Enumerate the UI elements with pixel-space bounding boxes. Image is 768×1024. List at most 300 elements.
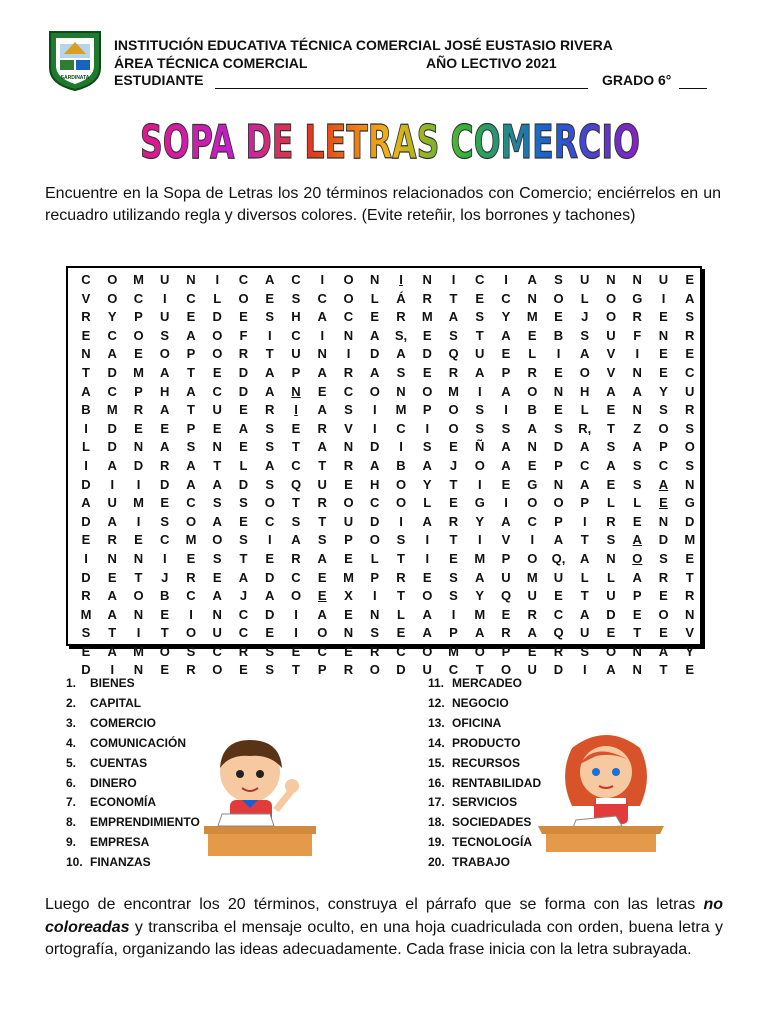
grid-letter[interactable]: E <box>527 327 537 343</box>
grid-letter[interactable]: G <box>527 476 538 492</box>
grid-letter[interactable]: C <box>685 364 695 380</box>
grid-letter[interactable]: T <box>187 364 195 380</box>
grid-letter[interactable]: O <box>159 346 170 362</box>
grid-letter[interactable]: P <box>291 364 301 380</box>
grid-letter[interactable]: I <box>635 346 640 362</box>
grid-letter[interactable]: A <box>422 606 432 622</box>
grid-letter[interactable]: A <box>81 383 91 399</box>
grid-letter[interactable]: B <box>396 457 406 473</box>
grid-letter[interactable]: O <box>605 309 617 325</box>
grid-letter[interactable]: R <box>685 327 695 343</box>
grid-letter[interactable]: T <box>397 550 405 566</box>
grid-letter[interactable]: O <box>264 495 275 511</box>
grid-letter[interactable]: A <box>632 439 642 455</box>
grid-letter[interactable]: J <box>581 309 589 325</box>
grid-letter[interactable]: A <box>396 346 406 362</box>
grid-letter[interactable]: A <box>186 383 196 399</box>
grid-letter[interactable]: C <box>396 643 406 659</box>
grid-letter[interactable]: O <box>448 402 459 418</box>
grid-letter[interactable]: I <box>136 625 141 641</box>
grid-letter[interactable]: A <box>527 625 537 641</box>
grid-letter[interactable]: S <box>370 625 380 641</box>
grid-letter[interactable]: A <box>527 272 537 287</box>
grid-letter[interactable]: N <box>658 327 669 343</box>
grid-letter[interactable]: U <box>580 272 590 287</box>
grid-letter[interactable]: N <box>632 272 642 287</box>
grid-letter[interactable]: A <box>632 569 642 585</box>
grid-letter[interactable]: I <box>84 420 88 436</box>
grid-letter[interactable]: C <box>553 606 564 622</box>
grid-letter[interactable]: R <box>107 532 117 548</box>
grid-letter[interactable]: S <box>265 420 275 436</box>
grid-letter[interactable]: A <box>265 383 275 399</box>
grid-letter[interactable]: O <box>133 327 144 343</box>
grid-letter[interactable]: E <box>501 346 511 362</box>
grid-letter[interactable]: S <box>160 513 170 529</box>
grid-letter[interactable]: O <box>343 272 354 287</box>
grid-letter[interactable]: C <box>343 309 354 325</box>
grid-letter[interactable]: A <box>606 383 616 399</box>
grid-letter[interactable]: M <box>80 606 92 622</box>
grid-letter[interactable]: T <box>187 402 195 418</box>
grid-letter[interactable]: E <box>685 272 695 287</box>
grid-letter[interactable]: Q <box>553 625 564 641</box>
grid-letter[interactable]: U <box>580 625 590 641</box>
grid-letter[interactable]: E <box>344 643 353 659</box>
grid-letter[interactable]: E <box>212 420 222 436</box>
grid-letter[interactable]: O <box>185 625 197 641</box>
grid-letter[interactable]: R <box>606 513 616 529</box>
grid-letter[interactable]: C <box>317 290 327 306</box>
grid-letter[interactable]: I <box>582 513 587 529</box>
grid-letter[interactable]: R <box>685 402 695 418</box>
grid-letter[interactable]: P <box>659 439 668 455</box>
grid-letter[interactable]: Y <box>685 643 695 659</box>
grid-letter[interactable]: T <box>318 513 327 529</box>
grid-letter[interactable]: O <box>422 643 433 659</box>
grid-letter[interactable]: T <box>633 625 642 641</box>
grid-letter[interactable]: E <box>422 327 432 343</box>
grid-letter[interactable]: D <box>553 439 564 455</box>
grid-letter[interactable]: P <box>449 625 458 641</box>
grid-letter[interactable]: D <box>370 346 380 362</box>
grid-letter[interactable]: E <box>449 550 458 566</box>
grid-letter[interactable]: V <box>685 625 695 641</box>
grid-letter[interactable]: S <box>186 643 196 659</box>
grid-letter[interactable]: N <box>343 439 354 455</box>
grid-letter[interactable]: P <box>134 383 143 399</box>
grid-letter[interactable]: J <box>239 588 248 604</box>
grid-letter[interactable]: A <box>580 346 590 362</box>
grid-letter[interactable]: T <box>292 495 300 511</box>
grid-letter[interactable]: H <box>580 383 590 399</box>
grid-letter[interactable]: A <box>317 439 327 455</box>
grid-letter[interactable]: L <box>580 569 589 585</box>
grid-letter[interactable]: R <box>81 309 91 325</box>
grid-letter[interactable]: O <box>658 606 669 622</box>
grid-letter[interactable]: E <box>606 625 616 641</box>
grid-letter[interactable]: A <box>186 457 196 473</box>
grid-letter[interactable]: A <box>107 457 117 473</box>
grid-letter[interactable]: D <box>422 346 432 362</box>
grid-letter[interactable]: N <box>632 402 642 418</box>
grid-letter[interactable]: N <box>186 272 196 287</box>
grid-letter[interactable]: C <box>107 327 117 343</box>
grid-letter[interactable]: A <box>501 383 511 399</box>
grid-letter[interactable]: P <box>632 588 642 604</box>
grid-letter[interactable]: M <box>684 532 696 548</box>
grid-letter[interactable]: S, <box>394 327 408 343</box>
grid-letter[interactable]: A <box>632 532 642 548</box>
grid-letter[interactable]: E <box>239 662 248 678</box>
grid-letter[interactable]: O <box>133 588 144 604</box>
grid-letter[interactable]: A <box>291 532 301 548</box>
grid-letter[interactable]: D <box>685 513 695 529</box>
grid-letter[interactable]: T <box>82 364 90 380</box>
grid-letter[interactable]: S <box>449 569 458 585</box>
grid-letter[interactable]: A <box>107 606 117 622</box>
grid-letter[interactable]: E <box>685 346 695 362</box>
grid-letter[interactable]: P <box>554 457 563 473</box>
grid-letter[interactable]: D <box>107 364 117 380</box>
grid-letter[interactable]: E <box>527 643 537 659</box>
grid-letter[interactable]: O <box>553 290 564 306</box>
grid-letter[interactable]: O <box>212 662 223 678</box>
grid-letter[interactable]: S <box>475 420 485 436</box>
grid-letter[interactable]: A <box>580 550 590 566</box>
grid-letter[interactable]: G <box>474 495 485 511</box>
grid-letter[interactable]: A <box>238 420 249 436</box>
grid-letter[interactable]: E <box>317 588 327 604</box>
grid-letter[interactable]: O <box>658 420 669 436</box>
grid-letter[interactable]: C <box>186 588 196 604</box>
grid-letter[interactable]: E <box>685 550 695 566</box>
grid-letter[interactable]: E <box>659 625 668 641</box>
grid-letter[interactable]: S <box>475 309 485 325</box>
grid-letter[interactable]: I <box>294 606 298 622</box>
grid-letter[interactable]: S <box>580 643 590 659</box>
grid-letter[interactable]: I <box>425 420 430 436</box>
grid-letter[interactable]: C <box>580 457 590 473</box>
grid-letter[interactable]: T <box>475 327 484 343</box>
grid-letter[interactable]: T <box>134 569 143 585</box>
grid-letter[interactable]: E <box>291 643 301 659</box>
grid-letter[interactable]: A <box>107 513 117 529</box>
grid-letter[interactable]: I <box>477 476 482 492</box>
grid-letter[interactable]: C <box>291 272 301 287</box>
grid-letter[interactable]: E <box>186 550 196 566</box>
grid-letter[interactable]: D <box>265 606 275 622</box>
grid-letter[interactable]: S <box>475 402 485 418</box>
grid-letter[interactable]: O <box>422 588 433 604</box>
grid-letter[interactable]: D <box>212 309 222 325</box>
grid-letter[interactable]: Ñ <box>475 439 485 455</box>
grid-letter[interactable]: S <box>580 327 590 343</box>
grid-letter[interactable]: Q <box>290 476 302 492</box>
grid-letter[interactable]: C <box>501 290 511 306</box>
grid-letter[interactable]: I <box>477 383 482 399</box>
grid-letter[interactable]: E <box>239 402 248 418</box>
grid-letter[interactable]: I <box>372 588 377 604</box>
grid-letter[interactable]: S <box>632 457 642 473</box>
grid-letter[interactable]: M <box>474 606 486 622</box>
grid-letter[interactable]: T <box>449 476 458 492</box>
grid-letter[interactable]: A <box>265 457 275 473</box>
grid-letter[interactable]: L <box>423 495 432 511</box>
grid-letter[interactable]: S <box>212 550 222 566</box>
grid-letter[interactable]: U <box>343 513 354 529</box>
grid-letter[interactable]: O <box>369 383 380 399</box>
grid-letter[interactable]: P <box>501 643 511 659</box>
grid-letter[interactable]: U <box>606 588 616 604</box>
grid-letter[interactable]: L <box>580 402 589 418</box>
grid-letter[interactable]: N <box>107 550 117 566</box>
grid-letter[interactable]: A <box>212 513 222 529</box>
grid-letter[interactable]: N <box>317 346 327 362</box>
grid-letter[interactable]: Y <box>659 383 668 399</box>
grid-letter[interactable]: L <box>397 606 405 622</box>
grid-letter[interactable]: N <box>343 625 354 641</box>
grid-letter[interactable]: D <box>81 569 91 585</box>
grid-letter[interactable]: I <box>162 290 167 306</box>
student-name-blank[interactable] <box>215 88 588 89</box>
grid-letter[interactable]: V <box>606 364 616 380</box>
grid-letter[interactable]: L <box>580 290 589 306</box>
grid-letter[interactable]: O <box>107 272 118 287</box>
grid-letter[interactable]: T <box>659 662 668 678</box>
grid-letter[interactable]: L <box>607 569 615 585</box>
grid-letter[interactable]: E <box>606 476 616 492</box>
grid-letter[interactable]: H <box>370 476 380 492</box>
grid-letter[interactable]: E <box>501 606 511 622</box>
grid-letter[interactable]: E <box>160 495 170 511</box>
grid-letter[interactable]: N <box>553 476 564 492</box>
grid-letter[interactable]: E <box>134 346 143 362</box>
grid-letter[interactable]: R <box>632 309 642 325</box>
grid-letter[interactable]: E <box>344 550 353 566</box>
grid-letter[interactable]: M <box>448 643 459 659</box>
grid-letter[interactable]: S <box>685 457 695 473</box>
grid-letter[interactable]: O <box>212 532 223 548</box>
grid-letter[interactable]: E <box>265 625 275 641</box>
grid-letter[interactable]: E <box>659 346 668 362</box>
grid-letter[interactable]: E <box>449 495 458 511</box>
grid-letter[interactable]: A <box>81 495 91 511</box>
grid-letter[interactable]: C <box>658 457 669 473</box>
grid-letter[interactable]: E <box>239 439 248 455</box>
grid-letter[interactable]: O <box>290 588 302 604</box>
grid-letter[interactable]: N <box>343 327 354 343</box>
grid-letter[interactable]: O <box>317 625 328 641</box>
grid-letter[interactable]: P <box>554 513 563 529</box>
grid-letter[interactable]: I <box>477 532 482 548</box>
grid-letter[interactable]: D <box>370 513 380 529</box>
grid-letter[interactable]: N <box>133 439 144 455</box>
grid-letter[interactable]: P <box>134 309 143 325</box>
grid-letter[interactable]: A <box>580 476 590 492</box>
grid-letter[interactable]: T <box>239 550 248 566</box>
grid-letter[interactable]: N <box>606 272 616 287</box>
grid-letter[interactable]: I <box>84 550 88 566</box>
grid-letter[interactable]: E <box>239 309 248 325</box>
grid-letter[interactable]: S <box>186 439 196 455</box>
grid-letter[interactable]: A <box>658 476 669 492</box>
grid-letter[interactable]: T <box>475 662 484 678</box>
grid-letter[interactable]: B <box>553 327 564 343</box>
grid-letter[interactable]: C <box>81 272 91 287</box>
grid-letter[interactable]: E <box>81 532 91 548</box>
grid-letter[interactable]: C <box>238 625 249 641</box>
grid-letter[interactable]: S <box>317 532 327 548</box>
grid-letter[interactable]: C <box>265 513 275 529</box>
grid-letter[interactable]: I <box>267 532 272 548</box>
grid-letter[interactable]: V <box>344 420 353 436</box>
grid-letter[interactable]: M <box>526 309 538 325</box>
grid-letter[interactable]: S <box>291 513 301 529</box>
grid-letter[interactable]: N <box>685 476 695 492</box>
grid-letter[interactable]: O <box>107 290 118 306</box>
grid-letter[interactable]: O <box>159 643 170 659</box>
grid-letter[interactable]: U <box>317 476 327 492</box>
grid-letter[interactable]: Y <box>107 309 117 325</box>
grid-letter[interactable]: C <box>475 272 485 287</box>
grid-letter[interactable]: R <box>186 569 196 585</box>
grid-letter[interactable]: E <box>554 402 563 418</box>
grid-letter[interactable]: O <box>395 476 407 492</box>
grid-letter[interactable]: U <box>160 309 170 325</box>
grid-letter[interactable]: L <box>370 550 379 566</box>
grid-letter[interactable]: Y <box>501 309 511 325</box>
grid-letter[interactable]: P <box>422 402 432 418</box>
grid-letter[interactable]: C <box>186 290 196 306</box>
grid-letter[interactable]: R <box>553 643 564 659</box>
grid-letter[interactable]: C <box>238 272 249 287</box>
grid-letter[interactable]: D <box>107 420 117 436</box>
grid-letter[interactable]: P <box>344 532 353 548</box>
grid-letter[interactable]: E <box>659 309 668 325</box>
grid-letter[interactable]: C <box>186 495 196 511</box>
grid-letter[interactable]: E <box>107 569 117 585</box>
grid-letter[interactable]: A <box>186 327 196 343</box>
grid-letter[interactable]: L <box>239 457 248 473</box>
grid-letter[interactable]: E <box>291 420 301 436</box>
grid-letter[interactable]: N <box>133 550 144 566</box>
grid-letter[interactable]: N <box>632 643 642 659</box>
grid-letter[interactable]: I <box>84 457 88 473</box>
grid-letter[interactable]: X <box>344 588 353 604</box>
grid-letter[interactable]: M <box>133 272 144 287</box>
grid-letter[interactable]: E <box>81 327 91 343</box>
grid-letter[interactable]: C <box>527 513 537 529</box>
grid-letter[interactable]: A <box>317 309 327 325</box>
grid-letter[interactable]: A <box>553 532 564 548</box>
grid-letter[interactable]: O <box>632 550 643 566</box>
grid-letter[interactable]: S <box>606 532 616 548</box>
grid-letter[interactable]: N <box>527 439 537 455</box>
grid-letter[interactable]: T <box>160 625 169 641</box>
grid-letter[interactable]: E <box>160 662 170 678</box>
grid-letter[interactable]: N <box>133 606 144 622</box>
grid-letter[interactable]: R <box>370 643 380 659</box>
grid-letter[interactable]: O <box>474 643 485 659</box>
grid-letter[interactable]: U <box>422 662 432 678</box>
grid-letter[interactable]: A <box>160 439 170 455</box>
grid-letter[interactable]: U <box>685 383 695 399</box>
grid-letter[interactable]: S <box>554 272 563 287</box>
grid-letter[interactable]: S <box>449 588 458 604</box>
grid-letter[interactable]: A <box>422 457 432 473</box>
grid-letter[interactable]: U <box>107 495 117 511</box>
grid-letter[interactable]: R <box>343 364 354 380</box>
grid-letter[interactable]: J <box>449 457 458 473</box>
grid-letter[interactable]: M <box>343 569 354 585</box>
grid-letter[interactable]: A <box>527 420 537 436</box>
grid-letter[interactable]: O <box>185 513 197 529</box>
grid-letter[interactable]: E <box>186 309 196 325</box>
grid-letter[interactable]: C <box>160 532 170 548</box>
grid-letter[interactable]: N <box>291 383 301 399</box>
grid-letter[interactable]: N <box>133 662 144 678</box>
grid-letter[interactable]: L <box>607 495 615 511</box>
grid-letter[interactable]: O <box>448 420 459 436</box>
grid-letter[interactable]: S <box>449 327 458 343</box>
grid-letter[interactable]: O <box>474 457 485 473</box>
grid-letter[interactable]: A <box>475 569 485 585</box>
grid-letter[interactable]: S <box>265 643 275 659</box>
grid-letter[interactable]: P <box>186 420 196 436</box>
grid-letter[interactable]: U <box>527 588 537 604</box>
grid-letter[interactable]: B <box>527 402 537 418</box>
grid-letter[interactable]: E <box>370 309 380 325</box>
grid-letter[interactable]: I <box>267 327 272 343</box>
grid-letter[interactable]: E <box>659 495 668 511</box>
grid-letter[interactable]: E <box>317 383 327 399</box>
grid-letter[interactable]: S <box>501 420 511 436</box>
grid-letter[interactable]: E <box>527 457 537 473</box>
grid-letter[interactable]: N <box>396 383 406 399</box>
grid-letter[interactable]: A <box>265 364 275 380</box>
grid-letter[interactable]: I <box>661 290 666 306</box>
grid-letter[interactable]: N <box>370 272 380 287</box>
grid-letter[interactable]: O <box>527 550 538 566</box>
grid-letter[interactable]: Á <box>396 290 406 306</box>
grid-letter[interactable]: N <box>370 606 380 622</box>
grid-letter[interactable]: I <box>399 513 403 529</box>
grid-letter[interactable]: I <box>294 402 298 418</box>
grid-letter[interactable]: T <box>685 569 694 585</box>
grid-letter[interactable]: P <box>501 550 511 566</box>
grid-letter[interactable]: R <box>685 588 695 604</box>
grid-letter[interactable]: E <box>632 606 642 622</box>
grid-letter[interactable]: Z <box>633 420 642 436</box>
grid-letter[interactable]: A <box>107 346 117 362</box>
grid-letter[interactable]: R <box>317 420 327 436</box>
grid-letter[interactable]: C <box>370 495 380 511</box>
grid-letter[interactable]: P <box>370 569 380 585</box>
grid-letter[interactable]: O <box>553 495 564 511</box>
grid-letter[interactable]: A <box>501 327 511 343</box>
grid-letter[interactable]: N <box>212 439 222 455</box>
grid-letter[interactable]: M <box>421 309 433 325</box>
grid-letter[interactable]: T <box>449 532 458 548</box>
grid-letter[interactable]: T <box>397 588 405 604</box>
grid-letter[interactable]: U <box>475 346 485 362</box>
grid-letter[interactable]: O <box>343 290 354 306</box>
grid-letter[interactable]: N <box>658 513 669 529</box>
grid-letter[interactable]: C <box>133 290 144 306</box>
grid-letter[interactable]: I <box>136 476 141 492</box>
grid-letter[interactable]: I <box>372 402 377 418</box>
